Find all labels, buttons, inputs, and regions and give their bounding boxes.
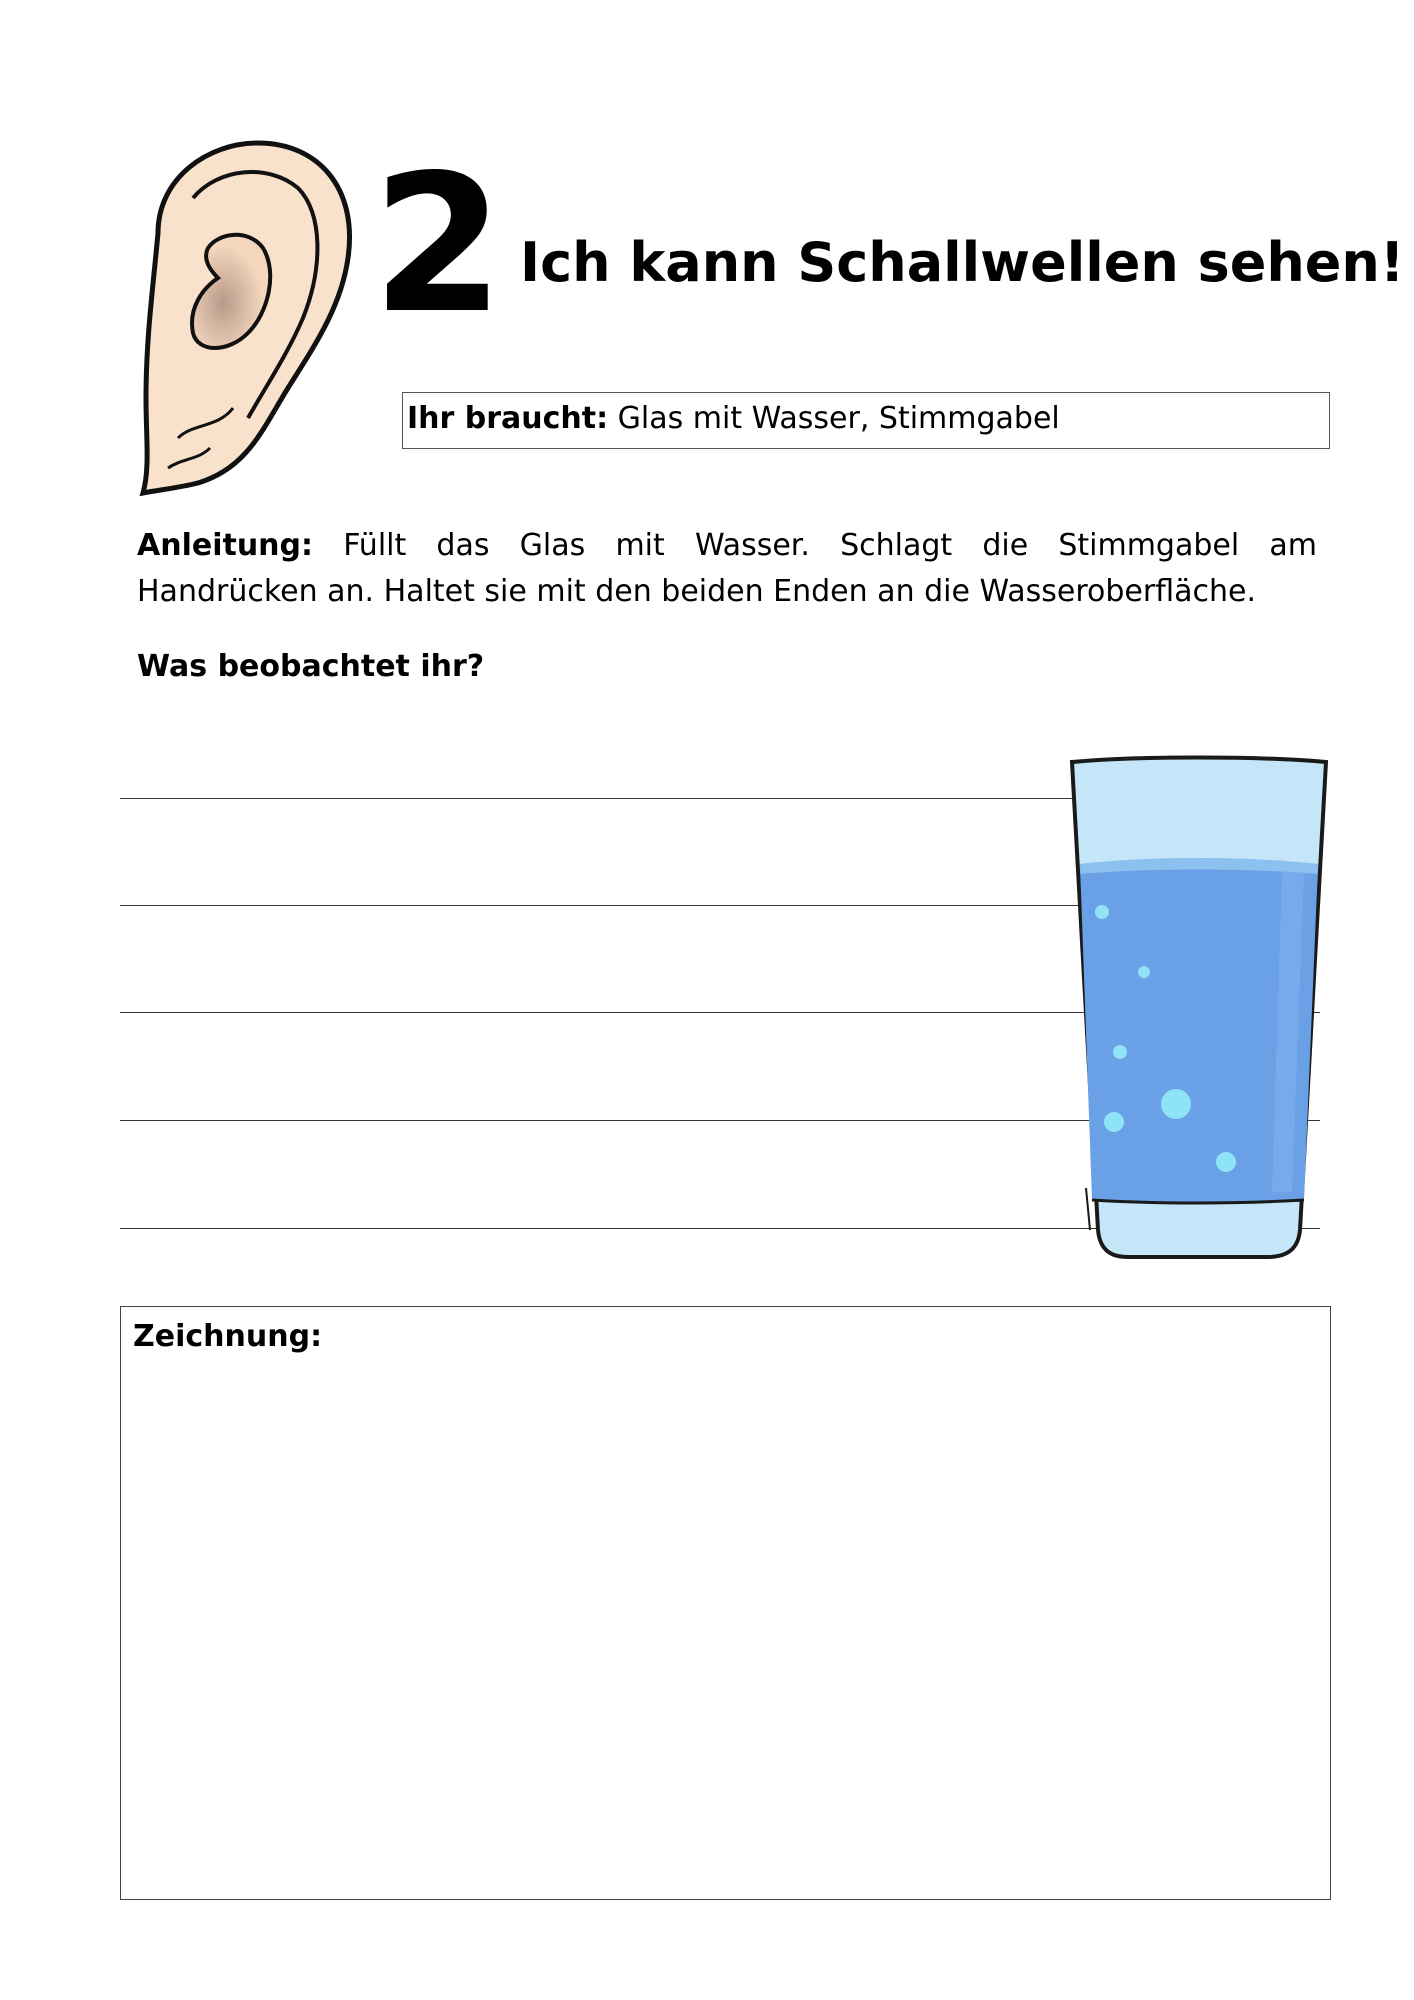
materials-label: Ihr braucht:: [407, 401, 609, 436]
drawing-area[interactable]: [120, 1306, 1331, 1900]
bubble: [1216, 1152, 1236, 1172]
bubble: [1138, 966, 1150, 978]
instructions: [137, 523, 1317, 615]
instructions-word: am: [1269, 528, 1317, 563]
bubble: [1095, 905, 1109, 919]
instructions-word: Stimmgabel: [1058, 528, 1240, 563]
instructions-word: Schlagt: [840, 528, 953, 563]
instructions-word: Füllt: [343, 528, 407, 563]
instructions-word: die: [982, 528, 1029, 563]
bubble: [1113, 1045, 1127, 1059]
materials-text: Glas mit Wasser, Stimmgabel: [617, 401, 1060, 436]
ear-illustration: [138, 138, 368, 498]
instructions-label: Anleitung:: [137, 528, 314, 563]
instructions-line-2: Handrücken an. Haltet sie mit den beiden Enden an die Wasseroberfläche.: [137, 574, 1256, 609]
page-title: Ich kann Schallwellen sehen!: [520, 231, 1405, 294]
materials-box: [402, 392, 1330, 449]
bubble: [1161, 1089, 1191, 1119]
instructions-word: das: [436, 528, 490, 563]
instructions-word: Wasser.: [694, 528, 810, 563]
drawing-label: Zeichnung:: [133, 1319, 323, 1354]
question: Was beobachtet ihr?: [137, 649, 485, 684]
instructions-word: Glas: [519, 528, 586, 563]
bubble: [1104, 1112, 1124, 1132]
task-number: 2: [372, 134, 501, 355]
instructions-line-1: [137, 523, 1317, 569]
water-glass-illustration: [1068, 752, 1330, 1260]
instructions-word: mit: [615, 528, 665, 563]
